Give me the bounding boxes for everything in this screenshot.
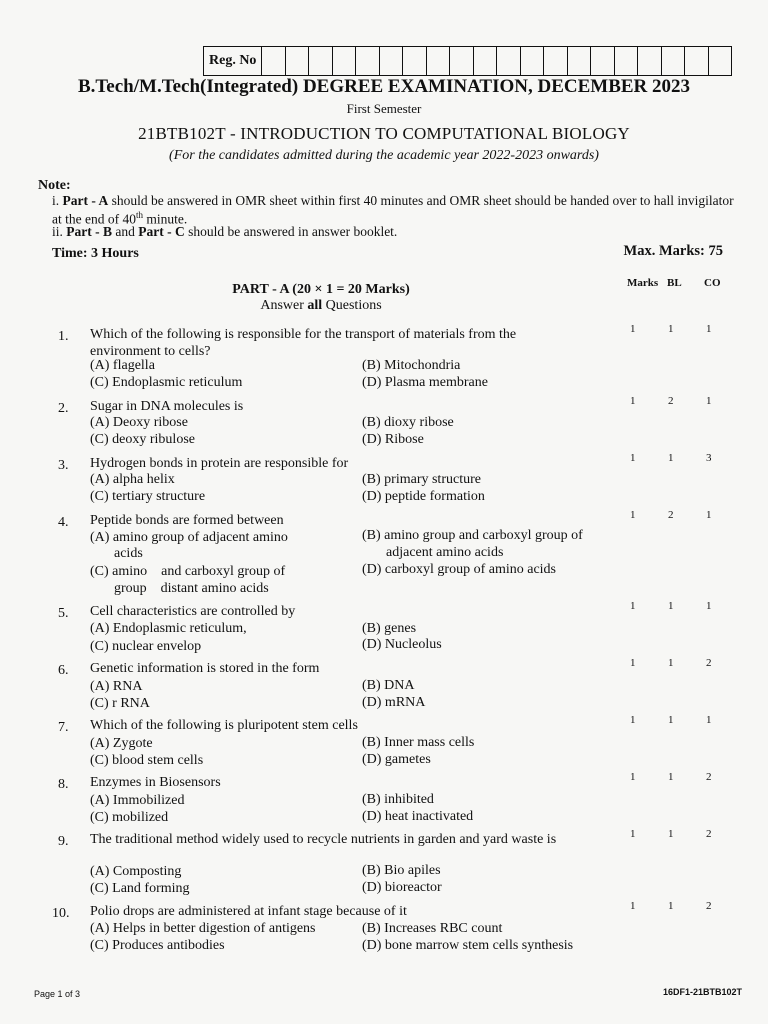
question-stem: Which of the following is pluripotent stem cells xyxy=(90,718,358,733)
reg-digit-box xyxy=(591,47,615,75)
question-stem: Which of the following is responsible for the transport of materials from the environment to cells? xyxy=(90,327,517,359)
column-header-marks: Marks xyxy=(627,277,659,289)
option-c-cont: group distant amino acids xyxy=(114,581,269,596)
reg-digit-box xyxy=(615,47,639,75)
option-d: (D) bioreactor xyxy=(362,880,442,895)
question-stem: Sugar in DNA molecules is xyxy=(90,399,244,414)
question-number: 8. xyxy=(58,777,69,792)
co-value: 2 xyxy=(706,771,712,783)
reg-digit-box xyxy=(568,47,592,75)
option-b: (B) Increases RBC count xyxy=(362,921,503,936)
option-c: (C) tertiary structure xyxy=(90,489,206,504)
question-number: 4. xyxy=(58,515,69,530)
reg-digit-box xyxy=(474,47,498,75)
reg-digit-box xyxy=(450,47,474,75)
exam-duration: Time: 3 Hours xyxy=(52,246,139,261)
co-value: 1 xyxy=(706,509,712,521)
reg-digit-box xyxy=(709,47,732,75)
paper-code: 16DF1-21BTB102T xyxy=(662,987,742,997)
option-b: (B) amino group and carboxyl group of xyxy=(362,528,583,543)
option-b-cont: adjacent amino acids xyxy=(386,545,504,560)
question-stem: Enzymes in Biosensors xyxy=(90,775,221,790)
option-c: (C) mobilized xyxy=(90,810,169,825)
option-c: (C) Land forming xyxy=(90,881,190,896)
bl-value: 1 xyxy=(668,714,674,726)
option-b: (B) DNA xyxy=(362,678,415,693)
marks-value: 1 xyxy=(630,657,636,669)
column-header-co: CO xyxy=(704,277,721,289)
reg-digit-box xyxy=(286,47,310,75)
question-number: 10. xyxy=(52,906,70,921)
option-a: (A) RNA xyxy=(90,679,143,694)
co-value: 1 xyxy=(706,714,712,726)
marks-value: 1 xyxy=(630,323,636,335)
question-stem: Peptide bonds are formed between xyxy=(90,513,284,528)
reg-digit-box xyxy=(521,47,545,75)
question-stem: Hydrogen bonds in protein are responsible for xyxy=(90,456,349,471)
reg-digit-box xyxy=(380,47,404,75)
co-value: 2 xyxy=(706,900,712,912)
option-a: (A) Endoplasmic reticulum, xyxy=(90,621,247,636)
reg-digit-box xyxy=(427,47,451,75)
admission-subtitle: (For the candidates admitted during the academic year 2022-2023 onwards) xyxy=(169,148,599,163)
question-number: 1. xyxy=(58,329,69,344)
reg-digit-box xyxy=(333,47,357,75)
question-stem: Polio drops are administered at infant stage because of it xyxy=(90,904,407,919)
marks-value: 1 xyxy=(630,714,636,726)
reg-digit-box xyxy=(356,47,380,75)
reg-no-box xyxy=(203,46,732,76)
note-item-1: i. Part - A should be answered in OMR sheet within first 40 minutes and OMR sheet should be handed over to hall invigilator at the end of 40th minute. xyxy=(52,193,734,227)
option-a: (A) flagella xyxy=(90,358,155,373)
marks-value: 1 xyxy=(630,828,636,840)
option-b: (B) Mitochondria xyxy=(362,358,461,373)
reg-digit-box xyxy=(685,47,709,75)
question-stem: The traditional method widely used to recycle nutrients in garden and yard waste is xyxy=(90,832,557,847)
question-number: 2. xyxy=(58,401,69,416)
page-number: Page 1 of 3 xyxy=(34,989,81,999)
marks-value: 1 xyxy=(630,600,636,612)
reg-digit-box xyxy=(403,47,427,75)
bl-value: 1 xyxy=(668,900,674,912)
max-marks: Max. Marks: 75 xyxy=(623,243,723,259)
option-b: (B) primary structure xyxy=(362,472,481,487)
bl-value: 2 xyxy=(668,395,674,407)
question-number: 6. xyxy=(58,663,69,678)
option-a-cont: acids xyxy=(114,546,143,561)
question-number: 5. xyxy=(58,606,69,621)
marks-value: 1 xyxy=(630,771,636,783)
option-d: (D) heat inactivated xyxy=(362,809,474,824)
co-value: 2 xyxy=(706,828,712,840)
option-a: (A) Zygote xyxy=(90,736,153,751)
co-value: 2 xyxy=(706,657,712,669)
bl-value: 1 xyxy=(668,600,674,612)
option-a: (A) Deoxy ribose xyxy=(90,415,188,430)
semester: First Semester xyxy=(346,101,422,116)
marks-value: 1 xyxy=(630,900,636,912)
note-label: Note: xyxy=(38,178,71,193)
bl-value: 1 xyxy=(668,657,674,669)
marks-value: 1 xyxy=(630,452,636,464)
option-d: (D) gametes xyxy=(362,752,431,767)
option-b: (B) Inner mass cells xyxy=(362,735,475,750)
option-c: (C) nuclear envelop xyxy=(90,639,202,654)
note-item-2: ii. Part - B and Part - C should be answered in answer booklet. xyxy=(52,224,398,239)
option-b: (B) inhibited xyxy=(362,792,434,807)
question-number: 7. xyxy=(58,720,69,735)
co-value: 1 xyxy=(706,395,712,407)
bl-value: 1 xyxy=(668,771,674,783)
reg-digit-box xyxy=(638,47,662,75)
column-header-bl: BL xyxy=(667,277,682,289)
co-value: 1 xyxy=(706,600,712,612)
co-value: 3 xyxy=(706,452,712,464)
question-number: 9. xyxy=(58,834,69,849)
bl-value: 2 xyxy=(668,509,674,521)
option-d: (D) bone marrow stem cells synthesis xyxy=(362,938,574,953)
option-d: (D) Ribose xyxy=(362,432,424,447)
option-b: (B) Bio apiles xyxy=(362,863,441,878)
marks-value: 1 xyxy=(630,509,636,521)
bl-value: 1 xyxy=(668,828,674,840)
co-value: 1 xyxy=(706,323,712,335)
option-a: (A) Immobilized xyxy=(90,793,185,808)
option-d: (D) carboxyl group of amino acids xyxy=(362,562,556,577)
bl-value: 1 xyxy=(668,323,674,335)
part-a-instruction: Answer all Questions xyxy=(260,298,382,313)
reg-digit-box xyxy=(544,47,568,75)
question-stem: Genetic information is stored in the form xyxy=(90,661,320,676)
option-d: (D) Nucleolus xyxy=(362,637,442,652)
option-c: (C) blood stem cells xyxy=(90,753,204,768)
option-b: (B) dioxy ribose xyxy=(362,415,454,430)
option-c: (C) amino and carboxyl group of xyxy=(90,564,286,579)
reg-digit-box xyxy=(662,47,686,75)
marks-value: 1 xyxy=(630,395,636,407)
question-number: 3. xyxy=(58,458,69,473)
course-title: 21BTB102T - INTRODUCTION TO COMPUTATIONAL BIOLOGY xyxy=(138,124,630,143)
option-a: (A) Composting xyxy=(90,864,182,879)
option-d: (D) mRNA xyxy=(362,695,426,710)
reg-no-label: Reg. No xyxy=(204,47,262,75)
option-c: (C) Produces antibodies xyxy=(90,938,225,953)
option-a: (A) amino group of adjacent amino xyxy=(90,530,288,545)
question-stem: Cell characteristics are controlled by xyxy=(90,604,296,619)
option-a: (A) Helps in better digestion of antigens xyxy=(90,921,316,936)
bl-value: 1 xyxy=(668,452,674,464)
option-d: (D) Plasma membrane xyxy=(362,375,488,390)
option-b: (B) genes xyxy=(362,621,417,636)
reg-digit-box xyxy=(309,47,333,75)
option-c: (C) r RNA xyxy=(90,696,150,711)
option-c: (C) Endoplasmic reticulum xyxy=(90,375,243,390)
reg-digit-box xyxy=(262,47,286,75)
part-a-title: PART - A (20 × 1 = 20 Marks) xyxy=(232,282,410,297)
option-d: (D) peptide formation xyxy=(362,489,485,504)
exam-title: B.Tech/M.Tech(Integrated) DEGREE EXAMINATION, DECEMBER 2023 xyxy=(77,76,691,97)
option-a: (A) alpha helix xyxy=(90,472,175,487)
reg-digit-box xyxy=(497,47,521,75)
option-c: (C) deoxy ribulose xyxy=(90,432,195,447)
